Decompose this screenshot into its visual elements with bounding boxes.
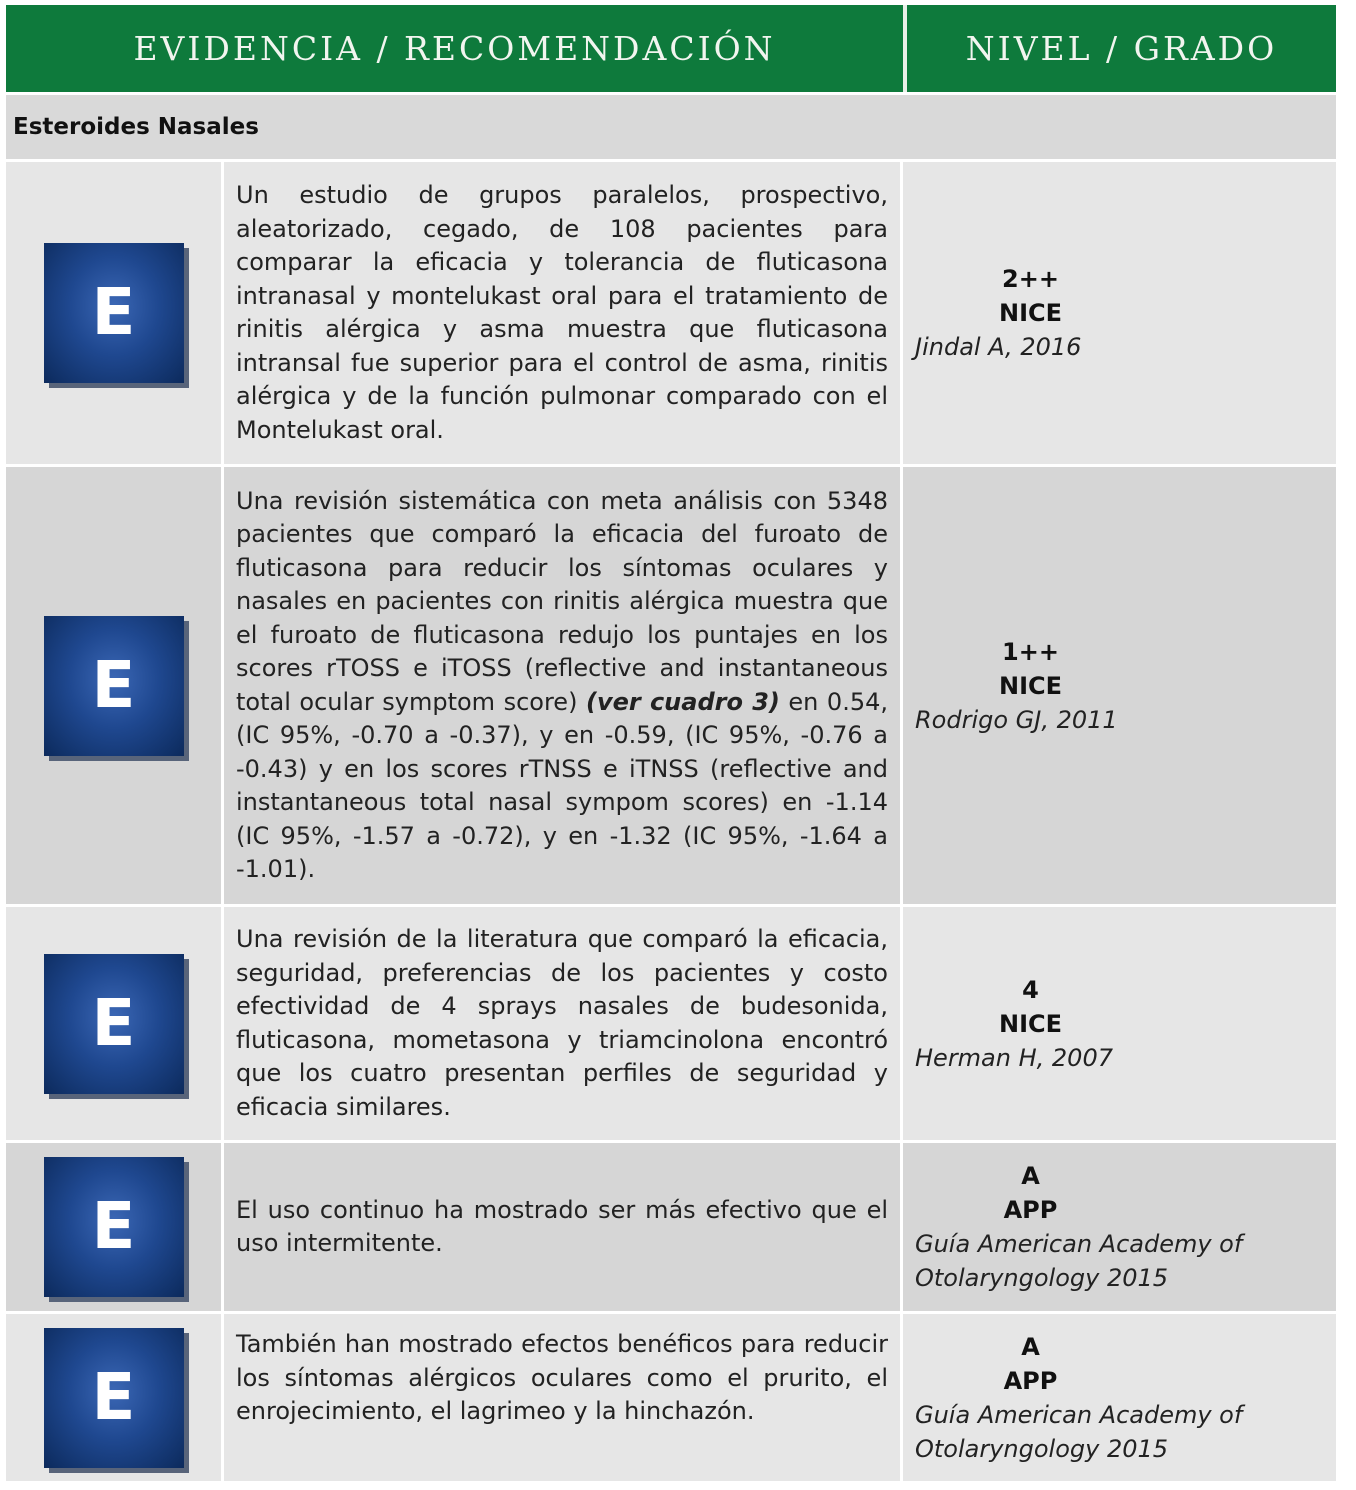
level-value: 2++ <box>1002 265 1059 293</box>
level-cell <box>903 907 1336 1140</box>
evidence-table <box>6 5 1336 1481</box>
level-scale: NICE <box>998 299 1063 327</box>
section-title: Esteroides Nasales <box>13 114 259 140</box>
level-value: A <box>1021 1332 1040 1361</box>
level-reference: Guía American Academy of Otolaryngology 2015 <box>915 1230 1243 1292</box>
level-scale: APP <box>1003 1366 1058 1395</box>
level-scale: NICE <box>998 671 1063 700</box>
table-row <box>6 162 1336 467</box>
level-value: A <box>1021 1162 1040 1190</box>
evidence-e-icon: E <box>44 1328 184 1468</box>
evidence-text: Una revisión sistemática con meta análisis con 5348 pacientes que comparó la eficacia del furoato de fluticasona para reducir los síntomas oculares y nasales en pacientes con rinitis alérgica muestra que el furoato de fluticasona redujo los puntajes en los scores rTOSS e iTOSS (reflective and instantaneous total ocular symptom score) (ver cuadro 3) en 0.54, (IC 95%, -0.70 a -0.37), y en -0.59, (IC 95%, -0.76 a -0.43) y en los scores rTNSS e iTNSS (reflective and instantaneous total nasal sympom scores) en -1.14 (IC 95%, -1.57 a -0.72), y en -1.32 (IC 95%, -1.64 a -1.01). <box>221 467 903 904</box>
level-scale: APP <box>1003 1196 1058 1224</box>
level-reference: Guía American Academy of Otolaryngology 2015 <box>915 1400 1243 1463</box>
evidence-icon-cell <box>6 1143 221 1311</box>
section-heading <box>6 95 1336 162</box>
evidence-e-icon: E <box>44 954 184 1094</box>
table-row <box>6 467 1336 907</box>
header-level: NIVEL / GRADO <box>965 29 1278 68</box>
level-reference: Herman H, 2007 <box>915 1043 1113 1072</box>
table-header <box>6 5 1336 92</box>
evidence-text: También han mostrado efectos benéficos para reducir los síntomas alérgicos oculares como el prurito, el enrojecimiento, el lagrimeo y la hinchazón. <box>221 1314 903 1481</box>
header-evidence: EVIDENCIA / RECOMENDACIÓN <box>6 5 907 92</box>
level-reference: Rodrigo GJ, 2011 <box>915 705 1118 734</box>
evidence-e-icon: E <box>44 1157 184 1297</box>
evidence-text: Un estudio de grupos paralelos, prospectivo, aleatorizado, cegado, de 108 pacientes para comparar la eficacia y tolerancia de fluticasona intranasal y montelukast oral para el tratamiento de rinitis alérgica y asma muestra que fluticasona intransal fue superior para el control de asma, rinitis alérgica y de la función pulmonar comparado con el Montelukast oral. <box>221 162 903 464</box>
evidence-icon-cell <box>6 1314 221 1481</box>
evidence-icon-cell <box>6 467 221 904</box>
table-row <box>6 1143 1336 1314</box>
evidence-icon-cell <box>6 907 221 1140</box>
level-reference: Jindal A, 2016 <box>915 333 1082 361</box>
evidence-text: Una revisión de la literatura que comparó la eficacia, seguridad, preferencias de los pacientes y costo efectividad de 4 sprays nasales de budesonida, fluticasona, mometasona y triamcinolona encontró que los cuatro presentan perfiles de seguridad y eficacia similares. <box>221 907 903 1140</box>
level-cell <box>903 1143 1336 1311</box>
evidence-icon-cell <box>6 162 221 464</box>
level-value: 4 <box>1022 975 1039 1004</box>
level-cell <box>903 162 1336 464</box>
level-scale: NICE <box>998 1009 1063 1038</box>
level-cell <box>903 467 1336 904</box>
table-row <box>6 1314 1336 1481</box>
table-reference-link: (ver cuadro 3) <box>585 687 780 716</box>
table-row <box>6 907 1336 1143</box>
level-cell <box>903 1314 1336 1481</box>
evidence-e-icon: E <box>44 616 184 756</box>
evidence-e-icon: E <box>44 243 184 383</box>
level-value: 1++ <box>1002 637 1059 666</box>
evidence-text: El uso continuo ha mostrado ser más efectivo que el uso intermitente. <box>221 1143 903 1311</box>
